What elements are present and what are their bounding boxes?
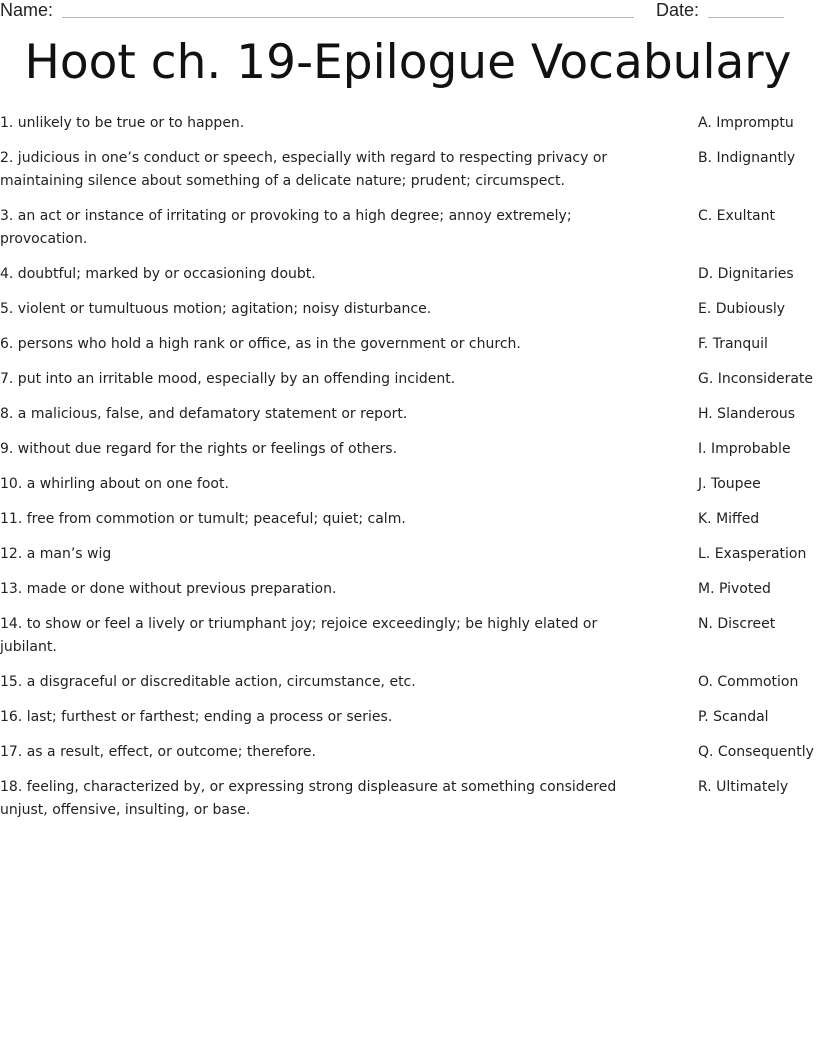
answer-word: A. Impromptu: [698, 115, 794, 131]
vocab-row: [0, 473, 816, 496]
header: [0, 0, 816, 24]
vocab-row: [0, 263, 816, 286]
definition: 8. a malicious, false, and defamatory statement or report.: [0, 406, 408, 422]
vocab-row: [0, 741, 816, 764]
vocab-row: [0, 147, 816, 193]
answer-word: I. Improbable: [698, 441, 791, 457]
page-title: Hoot ch. 19-Epilogue Vocabulary: [24, 35, 792, 90]
answer-word: D. Dignitaries: [698, 266, 794, 282]
answer-word: C. Exultant: [698, 208, 775, 224]
answer-word: O. Commotion: [698, 674, 799, 690]
definition: 4. doubtful; marked by or occasioning doubt.: [0, 266, 316, 282]
definition: 5. violent or tumultuous motion; agitation; noisy disturbance.: [0, 301, 432, 317]
name-blank-line: [62, 17, 634, 18]
definition: 7. put into an irritable mood, especially by an offending incident.: [0, 371, 456, 387]
vocab-row: [0, 671, 816, 694]
definition: 12. a man’s wig: [0, 546, 112, 562]
definition: 9. without due regard for the rights or feelings of others.: [0, 441, 398, 457]
answer-word: E. Dubiously: [698, 301, 786, 317]
vocab-row: [0, 403, 816, 426]
vocab-row: [0, 543, 816, 566]
answer-word: H. Slanderous: [698, 406, 796, 422]
vocab-row: [0, 368, 816, 391]
answer-word: Q. Consequently: [698, 744, 814, 760]
answer-word: P. Scandal: [698, 709, 769, 725]
definition: 11. free from commotion or tumult; peaceful; quiet; calm.: [0, 511, 406, 527]
definition: 1. unlikely to be true or to happen.: [0, 115, 245, 131]
vocab-row: [0, 613, 816, 659]
definition: 6. persons who hold a high rank or office, as in the government or church.: [0, 336, 521, 352]
vocab-row: [0, 205, 816, 251]
answer-word: L. Exasperation: [698, 546, 807, 562]
answer-word: K. Miffed: [698, 511, 760, 527]
definition: 15. a disgraceful or discreditable action, circumstance, etc.: [0, 674, 416, 690]
vocab-row: [0, 578, 816, 601]
definition: 17. as a result, effect, or outcome; therefore.: [0, 744, 316, 760]
vocab-row: [0, 112, 816, 135]
vocab-row: [0, 706, 816, 729]
vocab-row: [0, 298, 816, 321]
definition: 10. a whirling about on one foot.: [0, 476, 229, 492]
vocab-row: [0, 776, 816, 822]
name-label: Name:: [0, 0, 54, 20]
answer-word: G. Inconsiderate: [698, 371, 814, 387]
answer-word: F. Tranquil: [698, 336, 768, 352]
definition: 3. an act or instance of irritating or provoking to a high degree; annoy extremely; provocation.: [0, 208, 572, 247]
answer-word: R. Ultimately: [698, 779, 789, 795]
vocab-row: [0, 438, 816, 461]
answer-word: N. Discreet: [698, 616, 776, 632]
date-blank-line: [708, 17, 784, 18]
answer-word: J. Toupee: [698, 476, 761, 492]
definition: 18. feeling, characterized by, or expressing strong displeasure at something considered unjust, offensive, insulting, or base.: [0, 779, 617, 818]
answer-word: B. Indignantly: [698, 150, 796, 166]
definition: 14. to show or feel a lively or triumphant joy; rejoice exceedingly; be highly elated or jubilant.: [0, 616, 598, 655]
definition: 13. made or done without previous preparation.: [0, 581, 337, 597]
definition: 16. last; furthest or farthest; ending a process or series.: [0, 709, 393, 725]
answer-word: M. Pivoted: [698, 581, 771, 597]
vocab-row: [0, 333, 816, 356]
date-label: Date:: [656, 0, 700, 20]
vocabulary-list: [0, 112, 816, 834]
definition: 2. judicious in one’s conduct or speech, especially with regard to respecting privacy or maintaining silence about something of a delicate nature; prudent; circumspect.: [0, 150, 608, 189]
vocab-row: [0, 508, 816, 531]
